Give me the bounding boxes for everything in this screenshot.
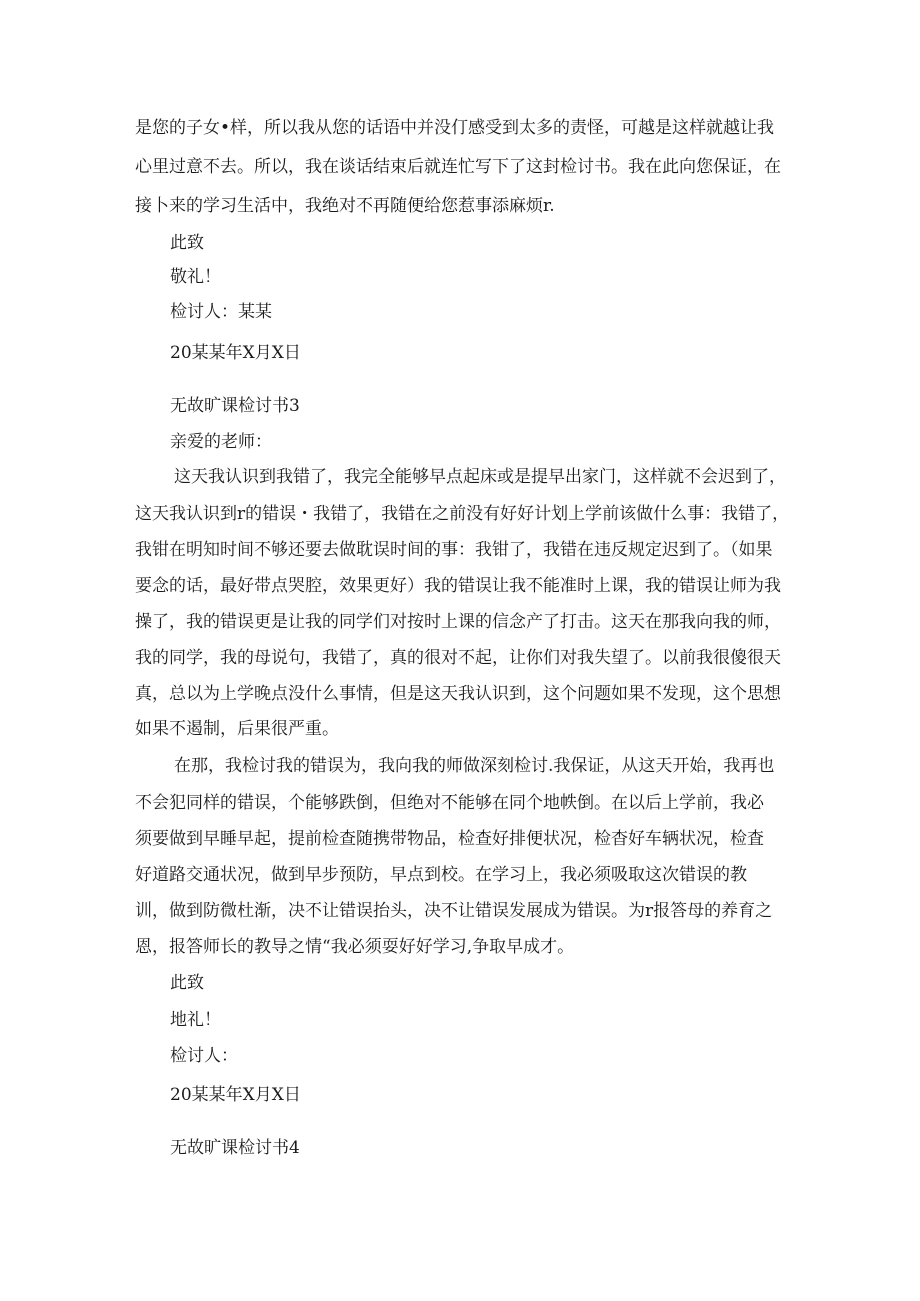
body-text-line: 操了，我的错误更是让我的同学们对按时上课的信念产了打击。这天在那我向我的师， xyxy=(135,612,781,632)
salute-text: 敬礼！ xyxy=(170,267,221,287)
section-title: 无故旷课检讨书4 xyxy=(170,1138,300,1158)
date-text: 20某某年X月X日 xyxy=(170,343,301,363)
body-text-line: 这天我认识到r的错误・我错了，我错在之前没有好好计划上学前该做什么事：我错了， xyxy=(135,504,790,524)
body-text-line: 如果不遏制，后果很严重。 xyxy=(135,719,339,739)
signer-text: 检讨人： xyxy=(170,1046,238,1066)
body-text-line: 恩，报答师长的教导之情“我必须耍好好学习,争取早成才。 xyxy=(135,937,575,957)
body-text-line: 在那，我检讨我的错误为，我向我的师做深刻检讨.我保证，从这天开始，我再也 xyxy=(174,756,775,776)
body-text-line: 是您的子女•样，所以我从您的话语中并没仃感受到太多的责怪，可越是这样就越让我 xyxy=(135,118,775,138)
body-text-line: 不会犯同样的错误，个能够跌倒，但绝对不能够在同个地帙倒。在以后上学前，我必 xyxy=(135,793,764,813)
closing-text: 此致 xyxy=(170,973,204,993)
closing-text: 此致 xyxy=(170,233,204,253)
body-text-line: 须要做到早睡早起，提前检查随携带物品，检查好排便状况，检杳好车辆状况，检査 xyxy=(135,829,764,849)
body-text-line: 我钳在明知时间不够还要去做耽误时间的事：我钳了，我错在违反规定迟到了。（如果 xyxy=(135,540,773,560)
greeting-text: 亲爱的老师： xyxy=(170,432,272,452)
body-text-line: 接卜来的学习生活中，我绝对不再随便给您惹事添麻烦r. xyxy=(135,196,555,216)
body-text-line: 训，做到防微杜渐，决不让错误抬头，决不让错误发展成为错误。为r报答母的养育之 xyxy=(135,901,773,921)
body-text-line: 要念的话，最好带点哭腔，效果更好）我的错误让我不能准时上课，我的错误让师为我 xyxy=(135,576,781,596)
body-text-line: 真，总以为上学晚点没什么事情，但是这天我认识到，这个问题如果不发现，这个思想 xyxy=(135,684,781,704)
body-text-line: 我的同学，我的母说句，我错了，真的很对不起，让你们对我失望了。以前我很傻很天 xyxy=(135,648,781,668)
body-text-line: 这天我认识到我错了，我完全能够早点起床或是提早出家门，这样就不会迟到了， xyxy=(174,467,786,487)
signer-text: 检讨人：某某 xyxy=(170,302,272,322)
section-title: 无故旷课检讨书3 xyxy=(170,396,300,416)
body-text-line: 好道路交通状况，做到早步预防，早点到校。在学习上，我必须吸取这次错误的教 xyxy=(135,865,747,885)
salute-text: 地礼！ xyxy=(170,1010,221,1030)
date-text: 20某某年X月X日 xyxy=(170,1085,301,1105)
body-text-line: 心里过意不去。所以，我在谈话结束后就连忙写下了这封检讨书。我在此向您保证，在 xyxy=(135,157,781,177)
